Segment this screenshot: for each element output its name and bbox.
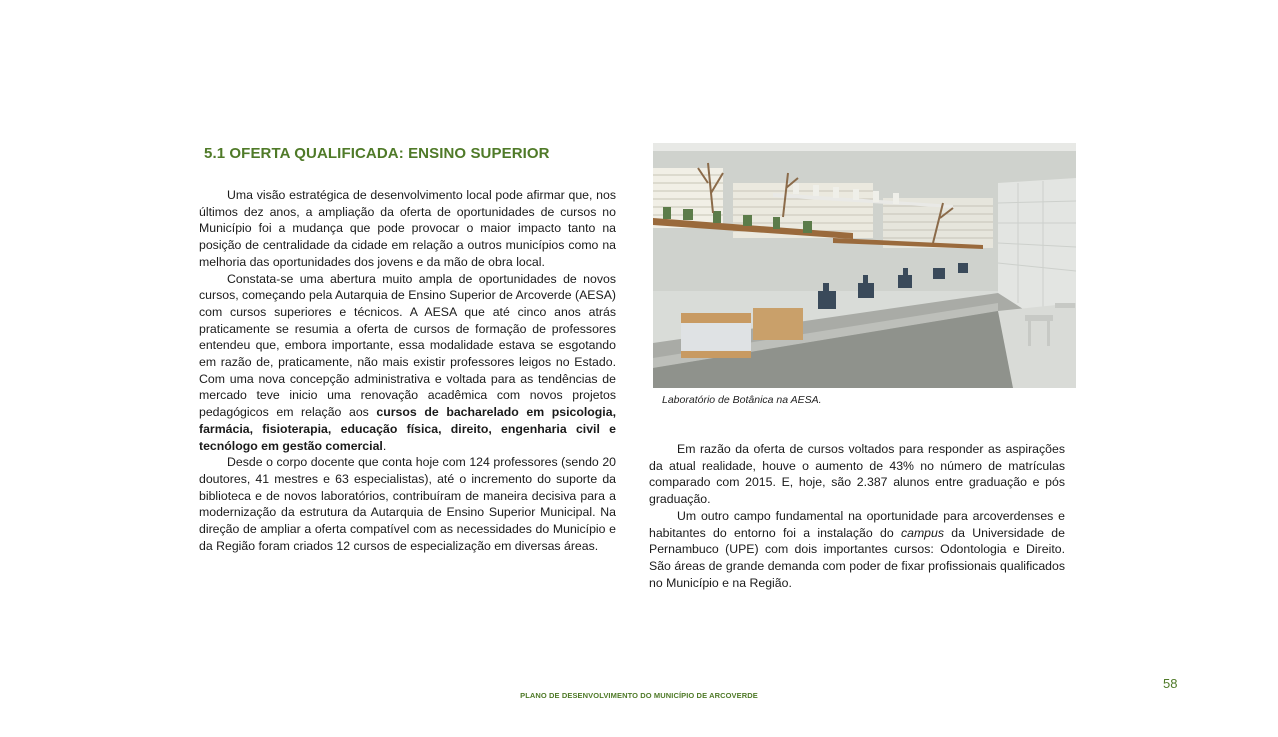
paragraph-text: Um outro campo fundamental na oportunidade para arcoverdenses e habitantes do entorno foi a instalação do [649, 508, 1065, 540]
paragraph-italic-text: campus [900, 525, 945, 540]
page-number: 58 [1163, 676, 1178, 691]
left-text-column [199, 187, 616, 554]
paragraph: Desde o corpo docente que conta hoje com 124 professores (sendo 20 doutores, 41 mestres e 63 especialistas), até o incremento do suporte da biblioteca e de novos laboratórios, contribuíram de maneira decisiva para a modernização da estrutura da Autarquia de Ensino Superior Municipal. Na direção de ampliar a oferta compatível com as necessidades do Município e da Região foram criados 12 cursos de especialização em diversas áreas. [199, 455, 616, 553]
paragraph [199, 271, 616, 455]
laboratory-photo-illustration [653, 143, 1076, 388]
paragraph: Em razão da oferta de cursos voltados para responder as aspirações da atual realidade, houve o aumento de 43% no número de matrículas comparado com 2015. E, hoje, são 2.387 alunos entre graduação e pós graduação. [649, 442, 1065, 507]
right-text-column [649, 441, 1065, 591]
paragraph [649, 508, 1065, 592]
paragraph-text-end: da Universidade de Pernambuco (UPE) com dois importantes cursos: Odontologia e Direito. São áreas de grande demanda com poder de fixar profissionais qualificados no Município e na Região. [649, 525, 1065, 590]
paragraph-text-end: . [382, 438, 387, 453]
paragraph-bold-text: cursos de bacharelado em psicologia, farmácia, fisioterapia, educação física, direito, engenharia civil e tecnólogo em gestão comercial [199, 405, 616, 453]
section-title: 5.1 OFERTA QUALIFICADA: ENSINO SUPERIOR [204, 145, 550, 162]
paragraph-text: Constata-se uma abertura muito ampla de oportunidades de novos cursos, começando pela Autarquia de Ensino Superior de Arcoverde (AESA) com cursos superiores e técnicos. A AESA que até cinco anos atrás praticamente se resumia a oferta de cursos de formação de professores entendeu que, embora importante, essa modalidade estava se esgotando em razão de, praticamente, não mais existir professores leigos no Estado. Com uma nova concepção administrativa e voltada para as tendências de mercado teve inicio uma renovação acadêmica com novos projetos pedagógicos em relação aos [199, 271, 616, 420]
laboratory-photo [653, 143, 1076, 388]
figure-caption: Laboratório de Botânica na AESA. [662, 394, 822, 406]
paragraph: Uma visão estratégica de desenvolvimento local pode afirmar que, nos últimos dez anos, a ampliação da oferta de oportunidades de cursos no Município foi a mudança que pode provocar o maior impacto tanto na posição de centralidade da cidade em relação a outros municípios como na melhoria das oportunidades dos jovens e da mão de obra local. [199, 188, 616, 269]
footer-title: PLANO DE DESENVOLVIMENTO DO MUNICÍPIO DE ARCOVERDE [520, 691, 758, 700]
